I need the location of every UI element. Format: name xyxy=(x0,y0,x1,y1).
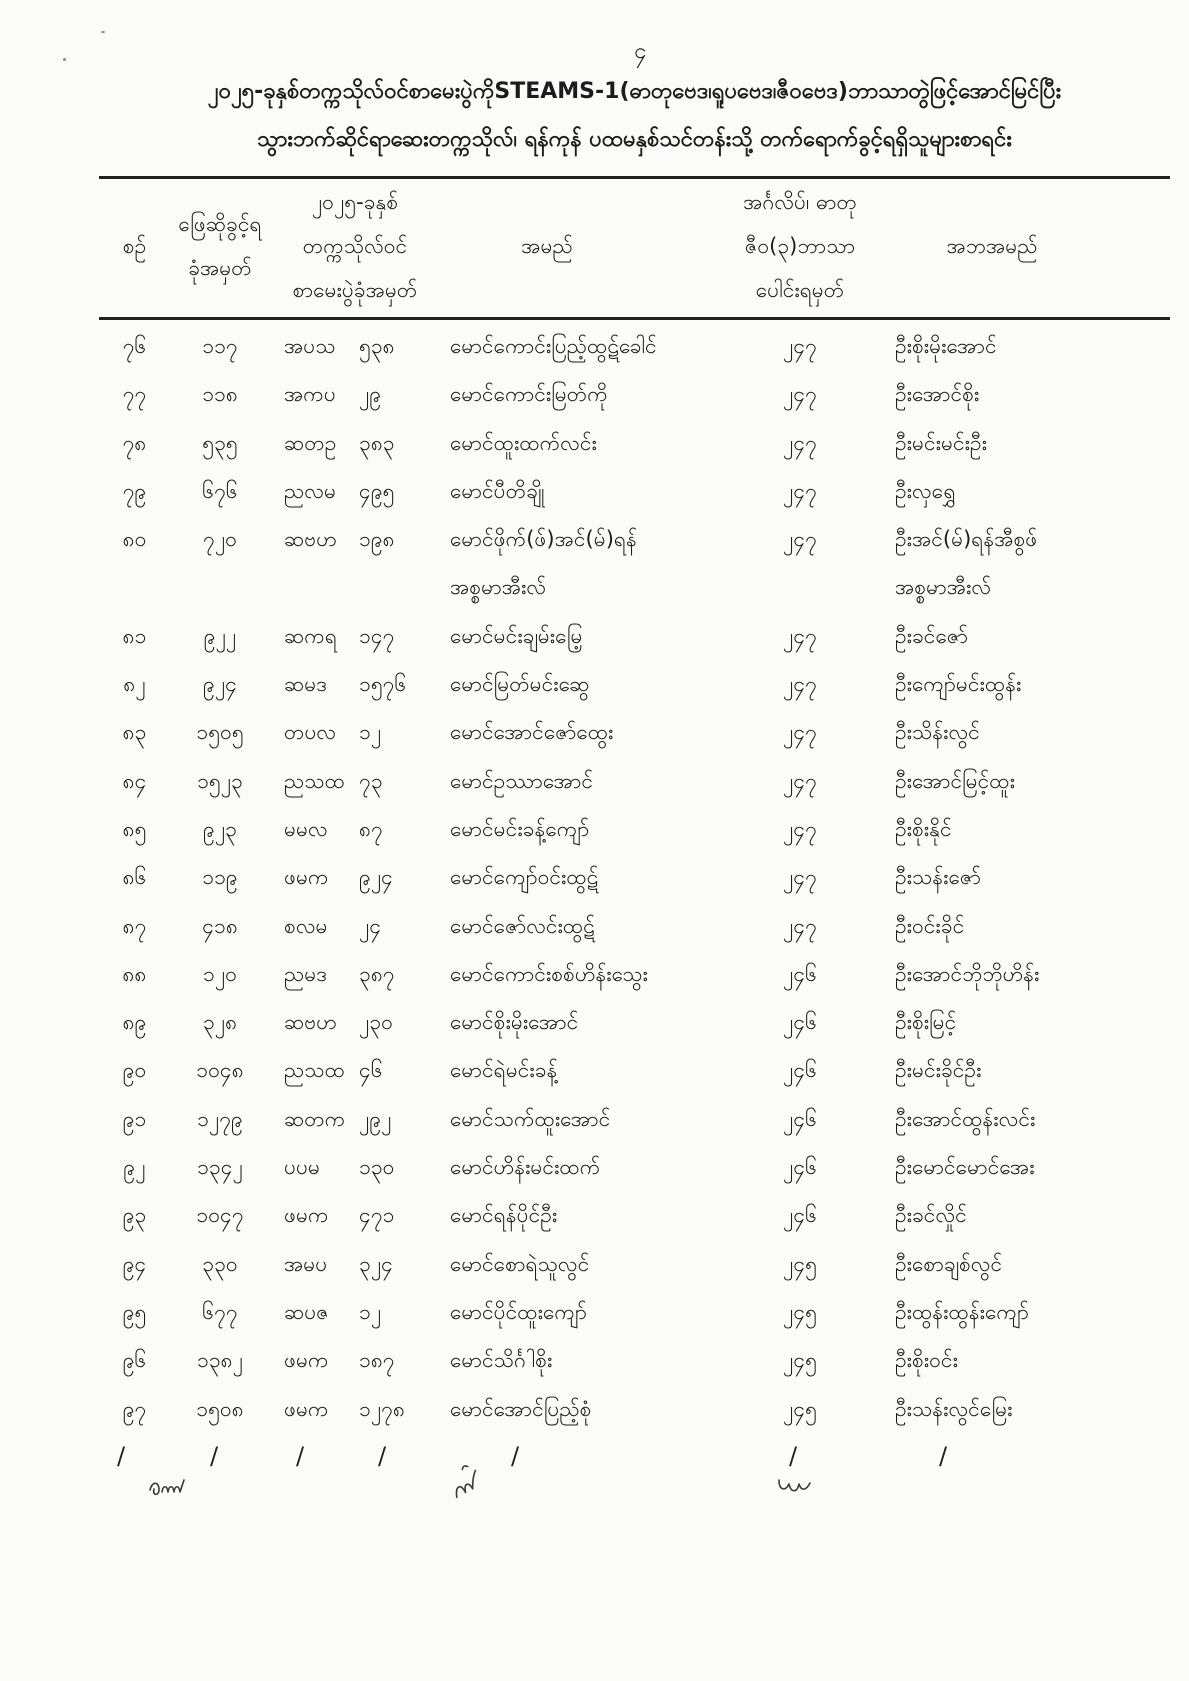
seat-number: ၁၅၀၅ xyxy=(196,720,244,745)
father-name: ဦးသန်းလွင်မြေး xyxy=(895,1396,1013,1421)
row-number: ၉၆ xyxy=(122,1348,147,1373)
exam-seat-number: ၁၈၇ xyxy=(359,1348,395,1373)
header-name: အမည် xyxy=(521,234,573,258)
seat-number: ၃၃၀ xyxy=(202,1251,238,1276)
total-score: ၂၄၆ xyxy=(783,1106,817,1131)
seat-number: ၇၂၀ xyxy=(203,527,237,552)
row-number: ၈၃ xyxy=(122,720,147,745)
student-name: မောင်ကောင်းစစ်ဟိန်းသွေး xyxy=(450,961,648,986)
exam-seat-number: ၂၉ xyxy=(359,382,382,407)
row-number: ၈၂ xyxy=(123,672,146,697)
total-score: ၂၄၅ xyxy=(783,1396,817,1421)
exam-seat-number: ၁၅၇၆ xyxy=(359,672,407,697)
exam-seat-code: ဆပဇ xyxy=(284,1299,329,1324)
father-name: ဦးခင်လှိုင် xyxy=(895,1203,967,1228)
father-name: ဦးသိန်းလွင် xyxy=(895,720,980,745)
table-row xyxy=(99,515,1170,612)
seat-number: ၁၃၄၂ xyxy=(197,1155,243,1180)
row-number: ၉၂ xyxy=(123,1155,146,1180)
total-score: ၂၄၇ xyxy=(783,430,817,455)
signature-initials-2 xyxy=(439,1452,497,1508)
father-name: ဦးကျော်မင်းထွန်း xyxy=(895,672,1022,697)
father-name: ဦးဝင်းခိုင် xyxy=(895,913,965,938)
header-total-score: အင်္ဂလိပ်၊ ဓာတု ဇီဝ(၃)ဘာသာ ပေါင်းရမှတ် xyxy=(743,190,857,302)
row-number: ၈၇ xyxy=(122,913,147,938)
exam-seat-code: ညသထ xyxy=(284,768,345,793)
row-number: ၇၆ xyxy=(122,334,147,358)
row-number: ၇၈ xyxy=(122,430,147,455)
seat-number: ၁၁၈ xyxy=(202,382,238,407)
total-score: ၂၄၆ xyxy=(783,1058,817,1083)
seat-number: ၉၂၄ xyxy=(203,672,237,697)
seat-number: ၁၁၇ xyxy=(202,334,238,358)
table-body xyxy=(99,322,1170,1433)
student-name: မောင်သိင်္ဂါစိုး xyxy=(450,1348,553,1373)
father-name: ဦးအောင်ဘိုဘိုဟိန်း xyxy=(895,961,1040,986)
table-row xyxy=(99,853,1170,901)
student-name: မောင်ပီတိချို xyxy=(450,478,545,503)
exam-seat-code: တပလ xyxy=(284,720,337,745)
father-name: ဦးအောင်မြင့်ထူး xyxy=(895,768,1015,793)
father-name: ဦးစိုးဝင်း xyxy=(895,1348,958,1373)
total-score: ၂၄၇ xyxy=(783,672,817,697)
seat-number: ၅၃၅ xyxy=(202,430,238,455)
exam-seat-code: ဆဗဟ xyxy=(284,527,337,552)
exam-seat-number: ၄၇၁ xyxy=(359,1203,395,1228)
exam-seat-code: ဖမက xyxy=(284,1396,329,1421)
row-number: ၉၀ xyxy=(122,1058,147,1083)
row-number: ၉၄ xyxy=(122,1251,147,1276)
exam-seat-code: ပပမ xyxy=(284,1155,320,1180)
total-score: ၂၄၇ xyxy=(783,768,817,793)
row-number: ၈၆ xyxy=(122,865,147,890)
footer-slash: / xyxy=(296,1442,305,1470)
father-name: ဦးမင်းမင်းဦး xyxy=(895,430,987,455)
exam-seat-number: ၁၂ xyxy=(359,720,382,745)
exam-seat-number: ၂၃၀ xyxy=(359,1010,393,1035)
footer-slash: / xyxy=(939,1442,948,1470)
row-number: ၈၅ xyxy=(122,816,147,841)
exam-seat-number: ၂၄ xyxy=(359,913,382,938)
table-row xyxy=(99,1191,1170,1239)
student-name: မောင်ဖိုက်(ဖ်)အင်(မ်)ရန် အစ္စမာအီးလ် xyxy=(450,527,637,600)
exam-seat-number: ၁၃၀ xyxy=(359,1155,395,1180)
exam-seat-code: ညသထ xyxy=(284,1058,345,1083)
table-row xyxy=(99,708,1170,756)
header-father-name: အဘအမည် xyxy=(946,234,1038,258)
total-score: ၂၄၇ xyxy=(783,913,817,938)
signature-initials-3 xyxy=(775,1472,817,1496)
table-row xyxy=(99,1385,1170,1433)
student-name: မောင်ကျော်ဝင်းထွဋ် xyxy=(450,865,599,890)
exam-seat-number: ၂၉၂ xyxy=(359,1106,392,1131)
seat-number: ၁၂၀ xyxy=(203,961,237,986)
seat-number: ၉၂၂ xyxy=(203,623,237,648)
table-row xyxy=(99,467,1170,515)
table-row xyxy=(99,419,1170,467)
exam-seat-code: ညလမ xyxy=(284,478,336,503)
exam-seat-code: စလမ xyxy=(284,913,328,938)
exam-seat-number: ၄၆ xyxy=(359,1058,383,1083)
seat-number: ၉၂၃ xyxy=(203,816,237,841)
exam-seat-number: ၃၈၇ xyxy=(359,961,395,986)
student-name: မောင်မြတ်မင်းဆွေ xyxy=(450,672,590,697)
seat-number: ၆၇၆ xyxy=(202,478,238,503)
exam-seat-code: ဖမက xyxy=(284,1348,329,1373)
father-name: ဦးမင်းခိုင်ဦး xyxy=(895,1058,982,1083)
student-name: မောင်ဥဿာအောင် xyxy=(450,768,594,793)
scan-speck xyxy=(101,31,105,33)
signature-initials-1 xyxy=(146,1472,198,1500)
table-header xyxy=(99,180,1170,310)
student-name: မောင်ထူးထက်လင်း xyxy=(450,430,597,455)
seat-number: ၁၃၈၂ xyxy=(197,1348,243,1373)
row-number: ၈၄ xyxy=(122,768,147,793)
page-number: ၄ xyxy=(633,39,647,64)
student-name: မောင်အောင်ဇော်ထွေး xyxy=(450,720,614,745)
footer-slash: / xyxy=(789,1442,798,1470)
exam-seat-number: ၃၈၃ xyxy=(359,430,395,455)
student-name: မောင်စောရဲသူလွင် xyxy=(450,1251,590,1276)
exam-seat-code: အကပ xyxy=(284,382,336,407)
table-row xyxy=(99,1046,1170,1094)
row-number: ၉၁ xyxy=(122,1106,147,1131)
seat-number: ၆၇၇ xyxy=(202,1299,238,1324)
seat-number: ၁၅၂၃ xyxy=(197,768,243,793)
row-number: ၈၈ xyxy=(122,961,147,986)
document-title-line-2: သွားဘက်ဆိုင်ရာဆေးတက္ကသိုလ်၊ ရန်ကုန် ပထမနှစ်သင်တန်းသို့ တက်ရောက်ခွင့်ရရှိသူများစာရင်း xyxy=(257,127,1012,152)
exam-seat-number: ၁၂ xyxy=(359,1299,382,1324)
father-name: ဦးထွန်းထွန်းကျော် xyxy=(895,1299,1029,1324)
exam-seat-code: မမလ xyxy=(284,816,328,841)
row-number: ၇၇ xyxy=(122,382,147,407)
father-name: ဦးအောင်စိုး xyxy=(895,382,980,407)
exam-seat-number: ၁၄၇ xyxy=(359,623,395,648)
table-row xyxy=(99,805,1170,853)
table-row xyxy=(99,612,1170,660)
father-name: ဦးစိုးမြင့် xyxy=(895,1010,957,1035)
exam-seat-code: အမပ xyxy=(284,1251,328,1276)
seat-number: ၁၂၇၉ xyxy=(197,1106,243,1131)
father-name: ဦးမောင်မောင်အေး xyxy=(895,1155,1035,1180)
exam-seat-code: ဆဗဟ xyxy=(284,1010,337,1035)
total-score: ၂၄၇ xyxy=(783,720,817,745)
exam-seat-number: ၄၉၅ xyxy=(359,478,395,503)
exam-seat-code: ဖမက xyxy=(284,1203,329,1228)
table-row xyxy=(99,1240,1170,1288)
exam-seat-number: ၈၇ xyxy=(359,816,383,841)
header-exam-seat: ၂၀၂၅-ခုနှစ် တက္ကသိုလ်ဝင် စာမေးပွဲခုံအမှတ် xyxy=(292,190,418,302)
exam-seat-number: ၁၉၈ xyxy=(359,527,395,552)
total-score: ၂၄၅ xyxy=(783,1348,817,1373)
table-row xyxy=(99,950,1170,998)
student-name: မောင်ကောင်းမြတ်ကို xyxy=(450,382,608,407)
total-score: ၂၄၇ xyxy=(783,527,817,552)
student-name: မောင်ဟိန်းမင်းထက် xyxy=(450,1155,601,1180)
total-score: ၂၄၆ xyxy=(783,1203,817,1228)
student-name: မောင်အောင်ပြည့်စုံ xyxy=(450,1396,592,1421)
student-name: မောင်ဇော်လင်းထွဋ် xyxy=(450,913,595,938)
father-name: ဦးအင်(မ်)ရန်အီစွဖ် အစ္စမာအီးလ် xyxy=(895,527,1038,600)
father-name: ဦးလှရွှေ xyxy=(895,478,956,503)
exam-seat-code: ဆတက xyxy=(284,1106,346,1131)
table-top-rule xyxy=(99,176,1170,179)
footer-slash: / xyxy=(378,1442,387,1470)
student-name: မောင်မင်းခန့်ကျော် xyxy=(450,816,590,841)
table-row xyxy=(99,757,1170,805)
table-row xyxy=(99,370,1170,418)
table-row xyxy=(99,322,1170,370)
student-name: မောင်သက်ထူးအောင် xyxy=(450,1106,611,1131)
father-name: ဦးစိုးနိုင် xyxy=(895,816,952,841)
row-number: ၉၅ xyxy=(122,1299,147,1324)
row-number: ၈၀ xyxy=(122,527,147,552)
exam-seat-code: ဖမက xyxy=(284,865,329,890)
exam-seat-code: ညမဒ xyxy=(284,961,328,986)
table-row xyxy=(99,902,1170,950)
footer-slash: / xyxy=(511,1442,520,1470)
seat-number: ၃၂၈ xyxy=(202,1010,238,1035)
footer-slash: / xyxy=(117,1442,126,1470)
footer-slash: / xyxy=(210,1442,219,1470)
exam-seat-number: ၁၂၇၈ xyxy=(359,1396,405,1421)
table-row xyxy=(99,1143,1170,1191)
exam-seat-code: ဆတဥ xyxy=(284,430,337,455)
seat-number: ၄၁၈ xyxy=(202,913,238,938)
row-number: ၉၇ xyxy=(122,1396,147,1421)
student-name: မောင်မင်းချမ်းမြေ့ xyxy=(450,623,583,648)
seat-number: ၁၀၄၈ xyxy=(196,1058,244,1083)
total-score: ၂၄၇ xyxy=(783,623,817,648)
student-name: မောင်ရန်ပိုင်ဦး xyxy=(450,1203,558,1228)
header-seat-number: ဖြေဆိုခွင့်ရ ခုံအမှတ် xyxy=(178,212,262,280)
total-score: ၂၄၅ xyxy=(783,1251,817,1276)
row-number: ၇၉ xyxy=(122,478,147,503)
table-row xyxy=(99,1288,1170,1336)
exam-seat-number: ၅၃၈ xyxy=(359,334,395,358)
total-score: ၂၄၇ xyxy=(783,334,817,358)
document-title-line-1: ၂၀၂၅-ခုနှစ်တက္ကသိုလ်ဝင်စာမေးပွဲကိုSTEAMS-1(ဓာတုဗေဒ၊ရူပဗေဒ၊ဇီဝဗေဒ)ဘာသာတွဲဖြင့်အောင်မြင်ပြီး xyxy=(207,79,1062,104)
father-name: ဦးစောချစ်လွင် xyxy=(895,1251,1003,1276)
exam-seat-number: ၉၂၄ xyxy=(359,865,393,890)
row-number: ၈၉ xyxy=(122,1010,147,1035)
exam-seat-number: ၇၃ xyxy=(359,768,383,793)
student-name: မောင်ပိုင်ထူးကျော် xyxy=(450,1299,587,1324)
total-score: ၂၄၇ xyxy=(783,382,817,407)
header-no: စဉ် xyxy=(122,234,147,258)
total-score: ၂၄၇ xyxy=(783,865,817,890)
exam-seat-code: ဆမဒ xyxy=(284,672,328,697)
father-name: ဦးသန်းဇော် xyxy=(895,865,982,890)
table-row xyxy=(99,1336,1170,1384)
total-score: ၂၄၆ xyxy=(783,961,817,986)
seat-number: ၁၁၉ xyxy=(202,865,238,890)
father-name: ဦးစိုးမိုးအောင် xyxy=(895,334,997,358)
student-name: မောင်စိုးမိုးအောင် xyxy=(450,1010,579,1035)
table-row xyxy=(99,1095,1170,1143)
table-header-rule xyxy=(99,317,1170,320)
table-row xyxy=(99,660,1170,708)
seat-number: ၁၅၀၈ xyxy=(196,1396,244,1421)
total-score: ၂၄၅ xyxy=(783,1299,817,1324)
total-score: ၂၄၇ xyxy=(783,816,817,841)
table-row xyxy=(99,998,1170,1046)
total-score: ၂၄၆ xyxy=(783,1010,817,1035)
total-score: ၂၄၇ xyxy=(783,478,817,503)
row-number: ၉၃ xyxy=(122,1203,147,1228)
student-name: မောင်ကောင်းပြည့်ထွဋ်ခေါင် xyxy=(450,334,657,358)
father-name: ဦးခင်ဇော် xyxy=(895,623,968,648)
scan-speck xyxy=(63,58,66,61)
student-name: မောင်ရဲမင်းခန့် xyxy=(450,1058,558,1083)
exam-seat-code: ဆကရ xyxy=(284,623,337,648)
exam-seat-code: အပသ xyxy=(284,334,336,358)
seat-number: ၁၀၄၇ xyxy=(196,1203,244,1228)
total-score: ၂၄၆ xyxy=(783,1155,817,1180)
row-number: ၈၁ xyxy=(122,623,147,648)
father-name: ဦးအောင်ထွန်းလင်း xyxy=(895,1106,1036,1131)
exam-seat-number: ၃၂၄ xyxy=(359,1251,393,1276)
